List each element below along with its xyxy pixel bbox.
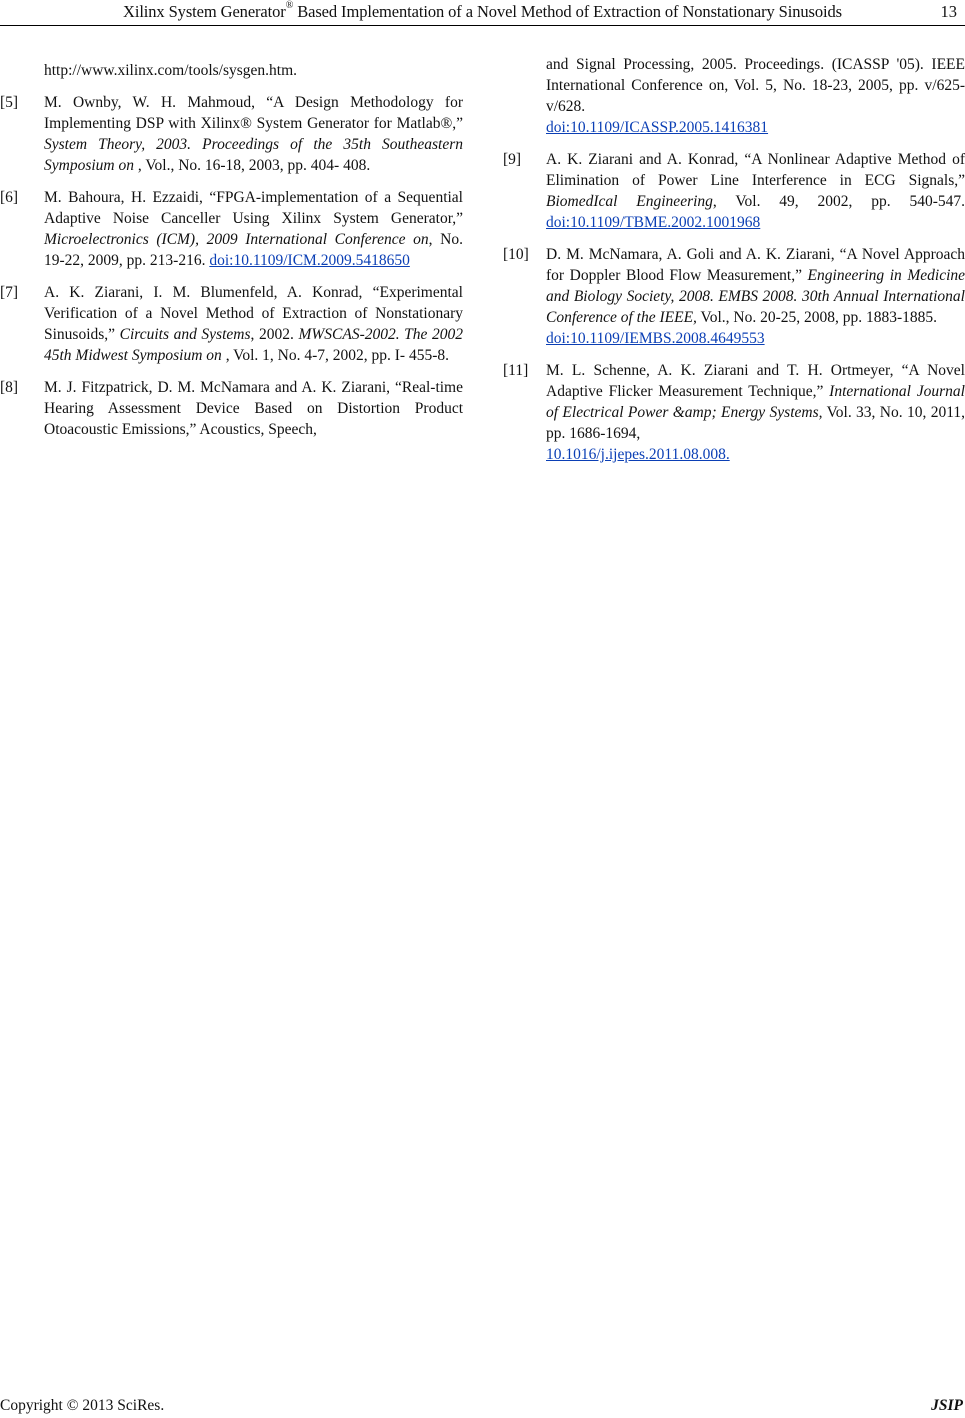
reference-venue-secondary: MWSCAS-2002. The 2002 45th Midwest Symposium on — [44, 326, 464, 364]
reference-authors-title: A. K. Ziarani, I. M. Blumenfeld, A. Konrad, “Experimental Verification of a Novel Method of Extraction of Nonstationary Sinusoids,” — [44, 284, 463, 343]
reference-11 — [503, 360, 965, 465]
reference-venue: BiomedIcal Engineering — [546, 193, 713, 210]
page-number: 13 — [940, 2, 957, 21]
reference-venue: Engineering in Medicine and Biology Society, 2008. EMBS 2008. 30th Annual International Conference of the IEEE, — [546, 267, 965, 326]
reference-details: , Vol., No. 16-18, 2003, pp. 404- 408. — [133, 157, 371, 174]
reference-authors-title: M. Bahoura, H. Ezzaidi, “FPGA-implementation of a Sequential Adaptive Noise Canceller Using Xilinx System Generator,” — [44, 189, 463, 227]
left-column — [0, 54, 463, 451]
doi-link[interactable]: 10.1016/j.ijepes.2011.08.008. — [546, 446, 730, 463]
reference-continuation-text: and Signal Processing, 2005. Proceedings. (ICASSP '05). IEEE International Conference on, Vol. 5, No. 18-23, 2005, pp. v/625-v/628. — [546, 56, 965, 115]
reference-number: [11] — [503, 362, 529, 379]
reference-continuation: http://www.xilinx.com/tools/sysgen.htm. — [44, 62, 298, 79]
reference-details: , Vol. 49, 2002, pp. 540-547. — [712, 193, 965, 210]
reference-6 — [0, 187, 463, 271]
reference-number: [10] — [503, 246, 529, 263]
reference-authors-title: A. K. Ziarani and A. Konrad, “A Nonlinear Adaptive Method of Elimination of Power Line Interference in ECG Signals,” — [546, 151, 965, 189]
reference-7 — [0, 282, 463, 366]
reference-authors-title: M. L. Schenne, A. K. Ziarani and T. H. Ortmeyer, “A Novel Adaptive Flicker Measurement Technique,” — [546, 362, 965, 400]
reference-number: [9] — [503, 151, 522, 168]
reference-venue: Circuits and Systems — [119, 326, 251, 343]
reference-details: Vol., No. 20-25, 2008, pp. 1883-1885. — [696, 309, 938, 326]
reference-venue: System Theory, 2003. Proceedings of the 35th Southeastern Symposium on — [44, 136, 463, 174]
reference-number: [8] — [0, 379, 19, 396]
right-column — [503, 54, 965, 476]
header-title — [0, 2, 965, 22]
reference-5 — [0, 92, 463, 176]
reference-number: [7] — [0, 284, 19, 301]
copyright-notice: Copyright © 2013 SciRes. — [0, 1397, 165, 1414]
reference-venue: Microelectronics (ICM), 2009 International Conference on — [44, 231, 429, 248]
running-header — [0, 1, 965, 26]
reference-details: , No. 19-22, 2009, pp. 213-216. — [44, 231, 463, 269]
reference-venue: International Journal of Electrical Power &amp; Energy Systems, — [546, 383, 965, 421]
doi-link[interactable]: doi:10.1109/ICASSP.2005.1416381 — [546, 119, 769, 136]
reference-authors-title: M. J. Fitzpatrick, D. M. McNamara and A. K. Ziarani, “Real-time Hearing Assessment Device Based on Distortion Product Otoacoustic Emissions,” Acoustics, Speech, — [44, 379, 463, 438]
header-title-main: Xilinx System Generator — [123, 2, 286, 21]
doi-link[interactable]: doi:10.1109/ICM.2009.5418650 — [209, 252, 410, 269]
doi-link[interactable]: doi:10.1109/TBME.2002.1001968 — [546, 214, 761, 231]
reference-authors-title: M. Ownby, W. H. Mahmoud, “A Design Methodology for Implementing DSP with Xilinx® System Generator for Matlab®,” — [44, 94, 463, 132]
header-title-rest: Based Implementation of a Novel Method of Extraction of Nonstationary Sinusoids — [293, 2, 842, 21]
reference-number: [6] — [0, 189, 19, 206]
reference-8 — [0, 377, 463, 440]
reference-authors-title: D. M. McNamara, A. Goli and A. K. Ziarani, “A Novel Approach for Doppler Blood Flow Measurement,” — [546, 246, 965, 284]
reference-details: , 2002. — [250, 326, 299, 343]
reference-details: Vol. 33, No. 10, 2011, pp. 1686-1694, — [546, 404, 965, 442]
reference-10 — [503, 244, 965, 349]
reference-details-tail: , Vol. 1, No. 4-7, 2002, pp. I- 455-8. — [221, 347, 449, 364]
reference-number: [5] — [0, 94, 19, 111]
reference-9 — [503, 149, 965, 233]
page-footer — [0, 1397, 965, 1417]
reference-continuation — [503, 54, 965, 138]
doi-link[interactable]: doi:10.1109/IEMBS.2008.4649553 — [546, 330, 765, 347]
registered-mark: ® — [285, 0, 294, 11]
journal-abbreviation: JSIP — [931, 1397, 963, 1414]
